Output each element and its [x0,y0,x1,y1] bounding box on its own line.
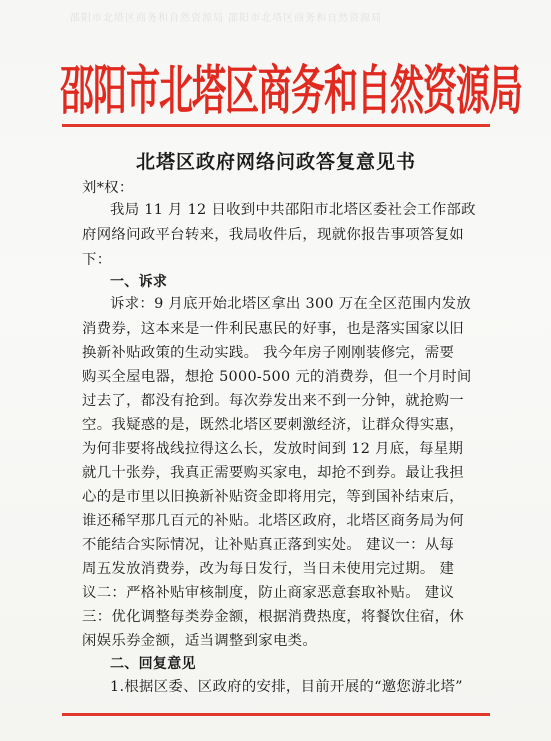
intro-line: 下： [82,252,112,269]
appeal-line: 过去了，都没有抢到。每次券发出来不到一分钟，就抢购一 [82,393,464,409]
salutation: 刘*权： [82,180,134,196]
appeal-line: 谁还稀罕那几百元的补贴。北塔区政府，北塔区商务局为何 [82,513,464,530]
appeal-line: 就几十张券，我真正需要购买家电，却抢不到券。最让我担 [82,465,464,482]
appeal-line: 购买全屋电器，想抢 5000-500 元的消费券，但一个月时间 [82,369,472,385]
appeal-line: 消费券，这本来是一件利民惠民的好事，也是落实国家以旧 [82,320,464,337]
reply-line: 1.根据区委、区政府的安排，目前开展的“邀您游北塔” [110,679,463,695]
appeal-line: 不能结合实际情况，让补贴真正落到实处。 建议一：从每 [82,537,455,554]
appeal-line: 议二：严格补贴审核制度，防止商家恶意套取补贴。 建议 [82,585,455,602]
appeal-line: 空。我疑惑的是，既然北塔区要刺激经济，让群众得实惠， [82,417,464,434]
intro-line: 府网络问政平台转来，我局收件后，现就你报告事项答复如 [82,227,464,244]
appeal-line: 换新补贴政策的生动实践。 我今年房子刚刚装修完，需要 [82,345,455,361]
appeal-line: 三：优化调整每类券金额，根据消费热度，将餐饮住宿，休 [82,609,464,626]
appeal-line: 闲娱乐券金额，适当调整到家电类。 [82,633,318,650]
footer-divider [62,713,490,716]
appeal-line: 心的是市里以旧换新补贴资金即将用完，等到国补结束后， [82,489,464,506]
appeal-line: 为何非要将战线拉得这么长，发放时间到 12 月底，每星期 [82,441,464,458]
section-heading-appeal: 一、诉求 [110,273,168,290]
letterhead-divider [62,124,490,127]
section-heading-reply: 二、回复意见 [110,655,196,672]
bleed-through-text: 邵阳市北塔区商务和自然资源局 邵阳市北塔区商务和自然资源局 [70,13,383,24]
appeal-line: 周五发放消费券，改为每日发行，当日未使用完过期。 建 [82,561,455,578]
document-title: 北塔区政府网络问政答复意见书 [135,151,416,173]
org-letterhead-title: 邵阳市北塔区商务和自然资源局 [60,60,522,123]
intro-line: 我局 11 月 12 日收到中共邵阳市北塔区委社会工作部政 [110,202,476,219]
appeal-line: 诉求：9 月底开始北塔区拿出 300 万在全区范围内发放 [110,296,471,312]
